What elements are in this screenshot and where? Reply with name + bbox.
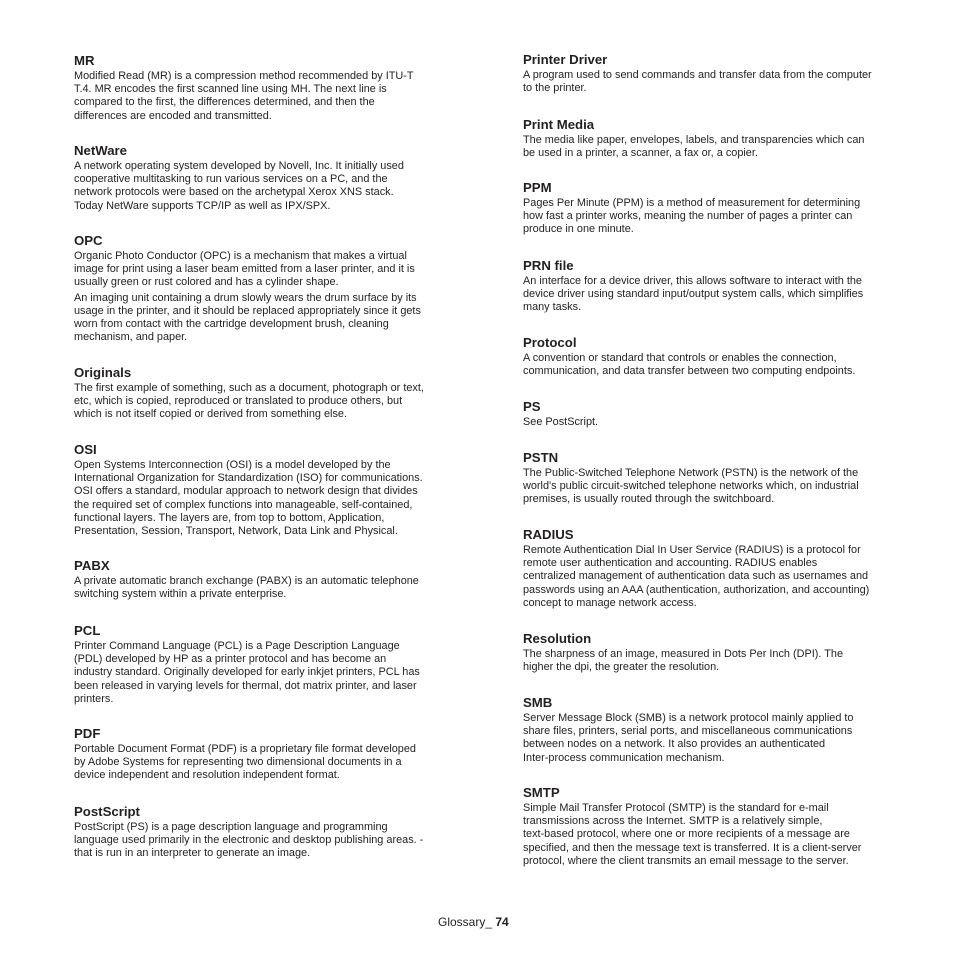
glossary-definition (523, 275, 863, 315)
definition-line: share files, printers, serial ports, and miscellaneous communications (523, 725, 853, 738)
glossary-entry (523, 117, 864, 160)
glossary-entry (74, 53, 414, 123)
definition-line: Pages Per Minute (PPM) is a method of measurement for determining (523, 197, 861, 209)
definition-line: printers. (74, 692, 114, 705)
definition-line: Remote Authentication Dial In User Service (RADIUS) is a protocol for (523, 544, 861, 556)
definition-line: mechanism, and paper. (74, 331, 188, 344)
definition-line: See PostScript. (523, 416, 599, 428)
definition-line: Today NetWare supports TCP/IP as well as IPX/SPX. (74, 199, 331, 212)
definition-line: industry standard. Originally developed for early inkjet printers, PCL has (74, 666, 420, 679)
glossary-entry (74, 143, 404, 213)
glossary-definition (523, 802, 861, 868)
definition-line: worn from contact with the cartridge development brush, cleaning (74, 318, 389, 331)
definition-line: A convention or standard that controls or enables the connection, (523, 352, 837, 364)
footer-section-label: Glossary_ (438, 915, 493, 929)
definition-line: OSI offers a standard, modular approach to network design that divides (74, 485, 418, 498)
definition-line: been released in varying levels for thermal, dot matrix printer, and laser (74, 679, 417, 692)
definition-line: etc, which is copied, reproduced or translated to produce others, but (74, 395, 403, 408)
definition-line: Modified Read (MR) is a compression method recommended by ITU-T (74, 70, 414, 82)
definition-line: protocol, where the client transmits an email message to the server. (523, 854, 849, 867)
glossary-entry (523, 527, 869, 610)
glossary-term: PDF (74, 726, 101, 741)
glossary-term: PS (523, 399, 541, 414)
definition-line: world's public circuit-switched telephone networks which, on industrial (523, 480, 859, 493)
glossary-term: PostScript (74, 804, 140, 819)
definition-line: The media like paper, envelopes, labels, and transparencies which can (523, 134, 865, 146)
definition-line: T.4. MR encodes the first scanned line using MH. The next line is (74, 83, 387, 96)
glossary-term: Print Media (523, 117, 595, 132)
definition-line: cooperative multitasking to run various services on a PC, and the (74, 173, 388, 186)
definition-line: Simple Mail Transfer Protocol (SMTP) is the standard for e-mail (523, 802, 829, 814)
definition-line: transmissions across the Internet. SMTP is a relatively simple, (523, 815, 823, 828)
glossary-definition (74, 70, 414, 123)
glossary-definition (74, 250, 421, 290)
definition-line: functional layers. The layers are, from top to bottom, Application, (74, 511, 385, 524)
definition-line: Portable Document Format (PDF) is a proprietary file format developed (74, 743, 416, 755)
glossary-term: Resolution (523, 631, 592, 646)
definition-line: Open Systems Interconnection (OSI) is a model developed by the (74, 459, 391, 471)
definition-line: The Public-Switched Telephone Network (PSTN) is the network of the (523, 467, 859, 479)
glossary-entry (523, 180, 860, 237)
glossary-definition (74, 160, 404, 213)
definition-line: language used primarily in the electronic and desktop publishing areas. - (74, 834, 424, 847)
glossary-entry (523, 335, 855, 378)
glossary-term: NetWare (74, 143, 128, 158)
glossary-entry (523, 52, 872, 95)
glossary-definition (74, 743, 416, 783)
definition-line: passwords using an AAA (authentication, authorization, and accounting) (523, 583, 870, 596)
glossary-definition (523, 197, 860, 237)
definition-line: to the printer. (523, 82, 587, 95)
definition-line: Printer Command Language (PCL) is a Page Description Language (74, 640, 400, 652)
definition-line: PostScript (PS) is a page description language and programming (74, 821, 388, 833)
definition-line: An imaging unit containing a drum slowly wears the drum surface by its (74, 291, 417, 304)
glossary-term: PPM (523, 180, 552, 195)
definition-line: Inter-process communication mechanism. (523, 751, 725, 764)
glossary-entry (523, 785, 861, 868)
glossary-definition (523, 712, 853, 765)
glossary-definition (523, 544, 869, 610)
page-number: 74 (495, 915, 509, 929)
glossary-entry (523, 631, 843, 674)
definition-line: Server Message Block (SMB) is a network protocol mainly applied to (523, 712, 854, 724)
glossary-definition (523, 467, 859, 507)
glossary-entry (523, 258, 863, 315)
definition-line: how fast a printer works, meaning the number of pages a printer can (523, 210, 853, 223)
glossary-entry (523, 450, 859, 507)
definition-line: usage in the printer, and it should be replaced appropriately since it gets (74, 304, 421, 317)
glossary-entry (523, 399, 598, 429)
definition-line: A program used to send commands and transfer data from the computer (523, 69, 872, 81)
definition-line: A network operating system developed by Novell, Inc. It initially used (74, 160, 404, 172)
definition-line: which is not itself copied or derived from something else. (74, 408, 347, 421)
definition-line: device driver using standard input/output system calls, which simplifies (523, 288, 864, 301)
glossary-definition (523, 352, 855, 378)
glossary-definition (74, 575, 419, 601)
glossary-entry (74, 726, 416, 783)
glossary-entry (74, 558, 419, 601)
glossary-term: PSTN (523, 450, 559, 465)
definition-line: that is run in an interpreter to generate an image. (74, 847, 311, 860)
definition-line: The sharpness of an image, measured in Dots Per Inch (DPI). The (523, 648, 844, 660)
definition-line: concept to manage network access. (523, 596, 697, 609)
glossary-term: SMTP (523, 785, 560, 800)
definition-line: (PDL) developed by HP as a printer protocol and has become an (74, 653, 387, 666)
glossary-term: Printer Driver (523, 52, 608, 67)
definition-line: between nodes on a network. It also provides an authenticated (523, 738, 826, 751)
definition-line: network protocols were based on the archetypal Xerox XNS stack. (74, 186, 394, 199)
definition-line: text-based protocol, where one or more recipients of a message are (523, 828, 850, 841)
definition-line: be used in a printer, a scanner, a fax or, a copier. (523, 147, 758, 160)
page-footer (438, 915, 509, 929)
glossary-term: OSI (74, 442, 97, 457)
glossary-definition (523, 648, 843, 674)
glossary-entry (523, 695, 853, 765)
glossary-term: OPC (74, 233, 103, 248)
glossary-term: PCL (74, 623, 101, 638)
definition-line: International Organization for Standardization (ISO) for communications. (74, 472, 423, 485)
glossary-entry (74, 804, 423, 861)
glossary-definition (74, 292, 421, 345)
definition-line: many tasks. (523, 301, 582, 314)
glossary-term: Originals (74, 365, 132, 380)
definition-line: remote user authentication and accounting. RADIUS enables (523, 557, 818, 570)
glossary-definition (74, 640, 420, 706)
glossary-term: RADIUS (523, 527, 574, 542)
glossary-definition (74, 382, 424, 422)
definition-line: The first example of something, such as a document, photograph or text, (74, 382, 424, 394)
definition-line: specified, and then the message text is transferred. It is a client-server (523, 841, 862, 854)
definition-line: Organic Photo Conductor (OPC) is a mechanism that makes a virtual (74, 250, 407, 262)
glossary-entry (74, 623, 420, 706)
definition-line: premises, is usually routed through the switchboard. (523, 493, 775, 506)
glossary-definition (74, 821, 423, 861)
glossary-term: PABX (74, 558, 110, 573)
glossary-term: SMB (523, 695, 553, 710)
glossary-definition (523, 416, 598, 429)
definition-line: by Adobe Systems for representing two dimensional documents in a (74, 756, 402, 769)
definition-line: differences are encoded and transmitted. (74, 109, 272, 122)
glossary-definition (523, 134, 864, 160)
glossary-term: MR (74, 53, 95, 68)
definition-line: switching system within a private enterprise. (74, 588, 287, 601)
definition-line: usually green or rust colored and has a cylinder shape. (74, 276, 339, 289)
glossary-entry (74, 442, 423, 538)
glossary-term: Protocol (523, 335, 577, 350)
glossary-term: PRN file (523, 258, 574, 273)
definition-line: produce in one minute. (523, 223, 634, 236)
glossary-definition (523, 69, 872, 95)
definition-line: Presentation, Session, Transport, Network, Data Link and Physical. (74, 525, 398, 538)
definition-line: compared to the first, the differences determined, and then the (74, 96, 375, 109)
definition-line: An interface for a device driver, this allows software to interact with the (523, 275, 862, 287)
definition-line: the required set of complex functions into manageable, self-contained, (74, 498, 413, 511)
glossary-entry (74, 233, 421, 344)
definition-line: centralized management of authentication data such as usernames and (523, 570, 869, 583)
definition-line: image for print using a laser beam emitted from a laser printer, and it is (74, 263, 415, 276)
glossary-definition (74, 459, 423, 538)
definition-line: communication, and data transfer between two computing endpoints. (523, 365, 856, 378)
definition-line: device independent and resolution independent format. (74, 769, 340, 782)
glossary-entry (74, 365, 424, 422)
definition-line: A private automatic branch exchange (PABX) is an automatic telephone (74, 575, 419, 587)
definition-line: higher the dpi, the greater the resolution. (523, 661, 720, 674)
